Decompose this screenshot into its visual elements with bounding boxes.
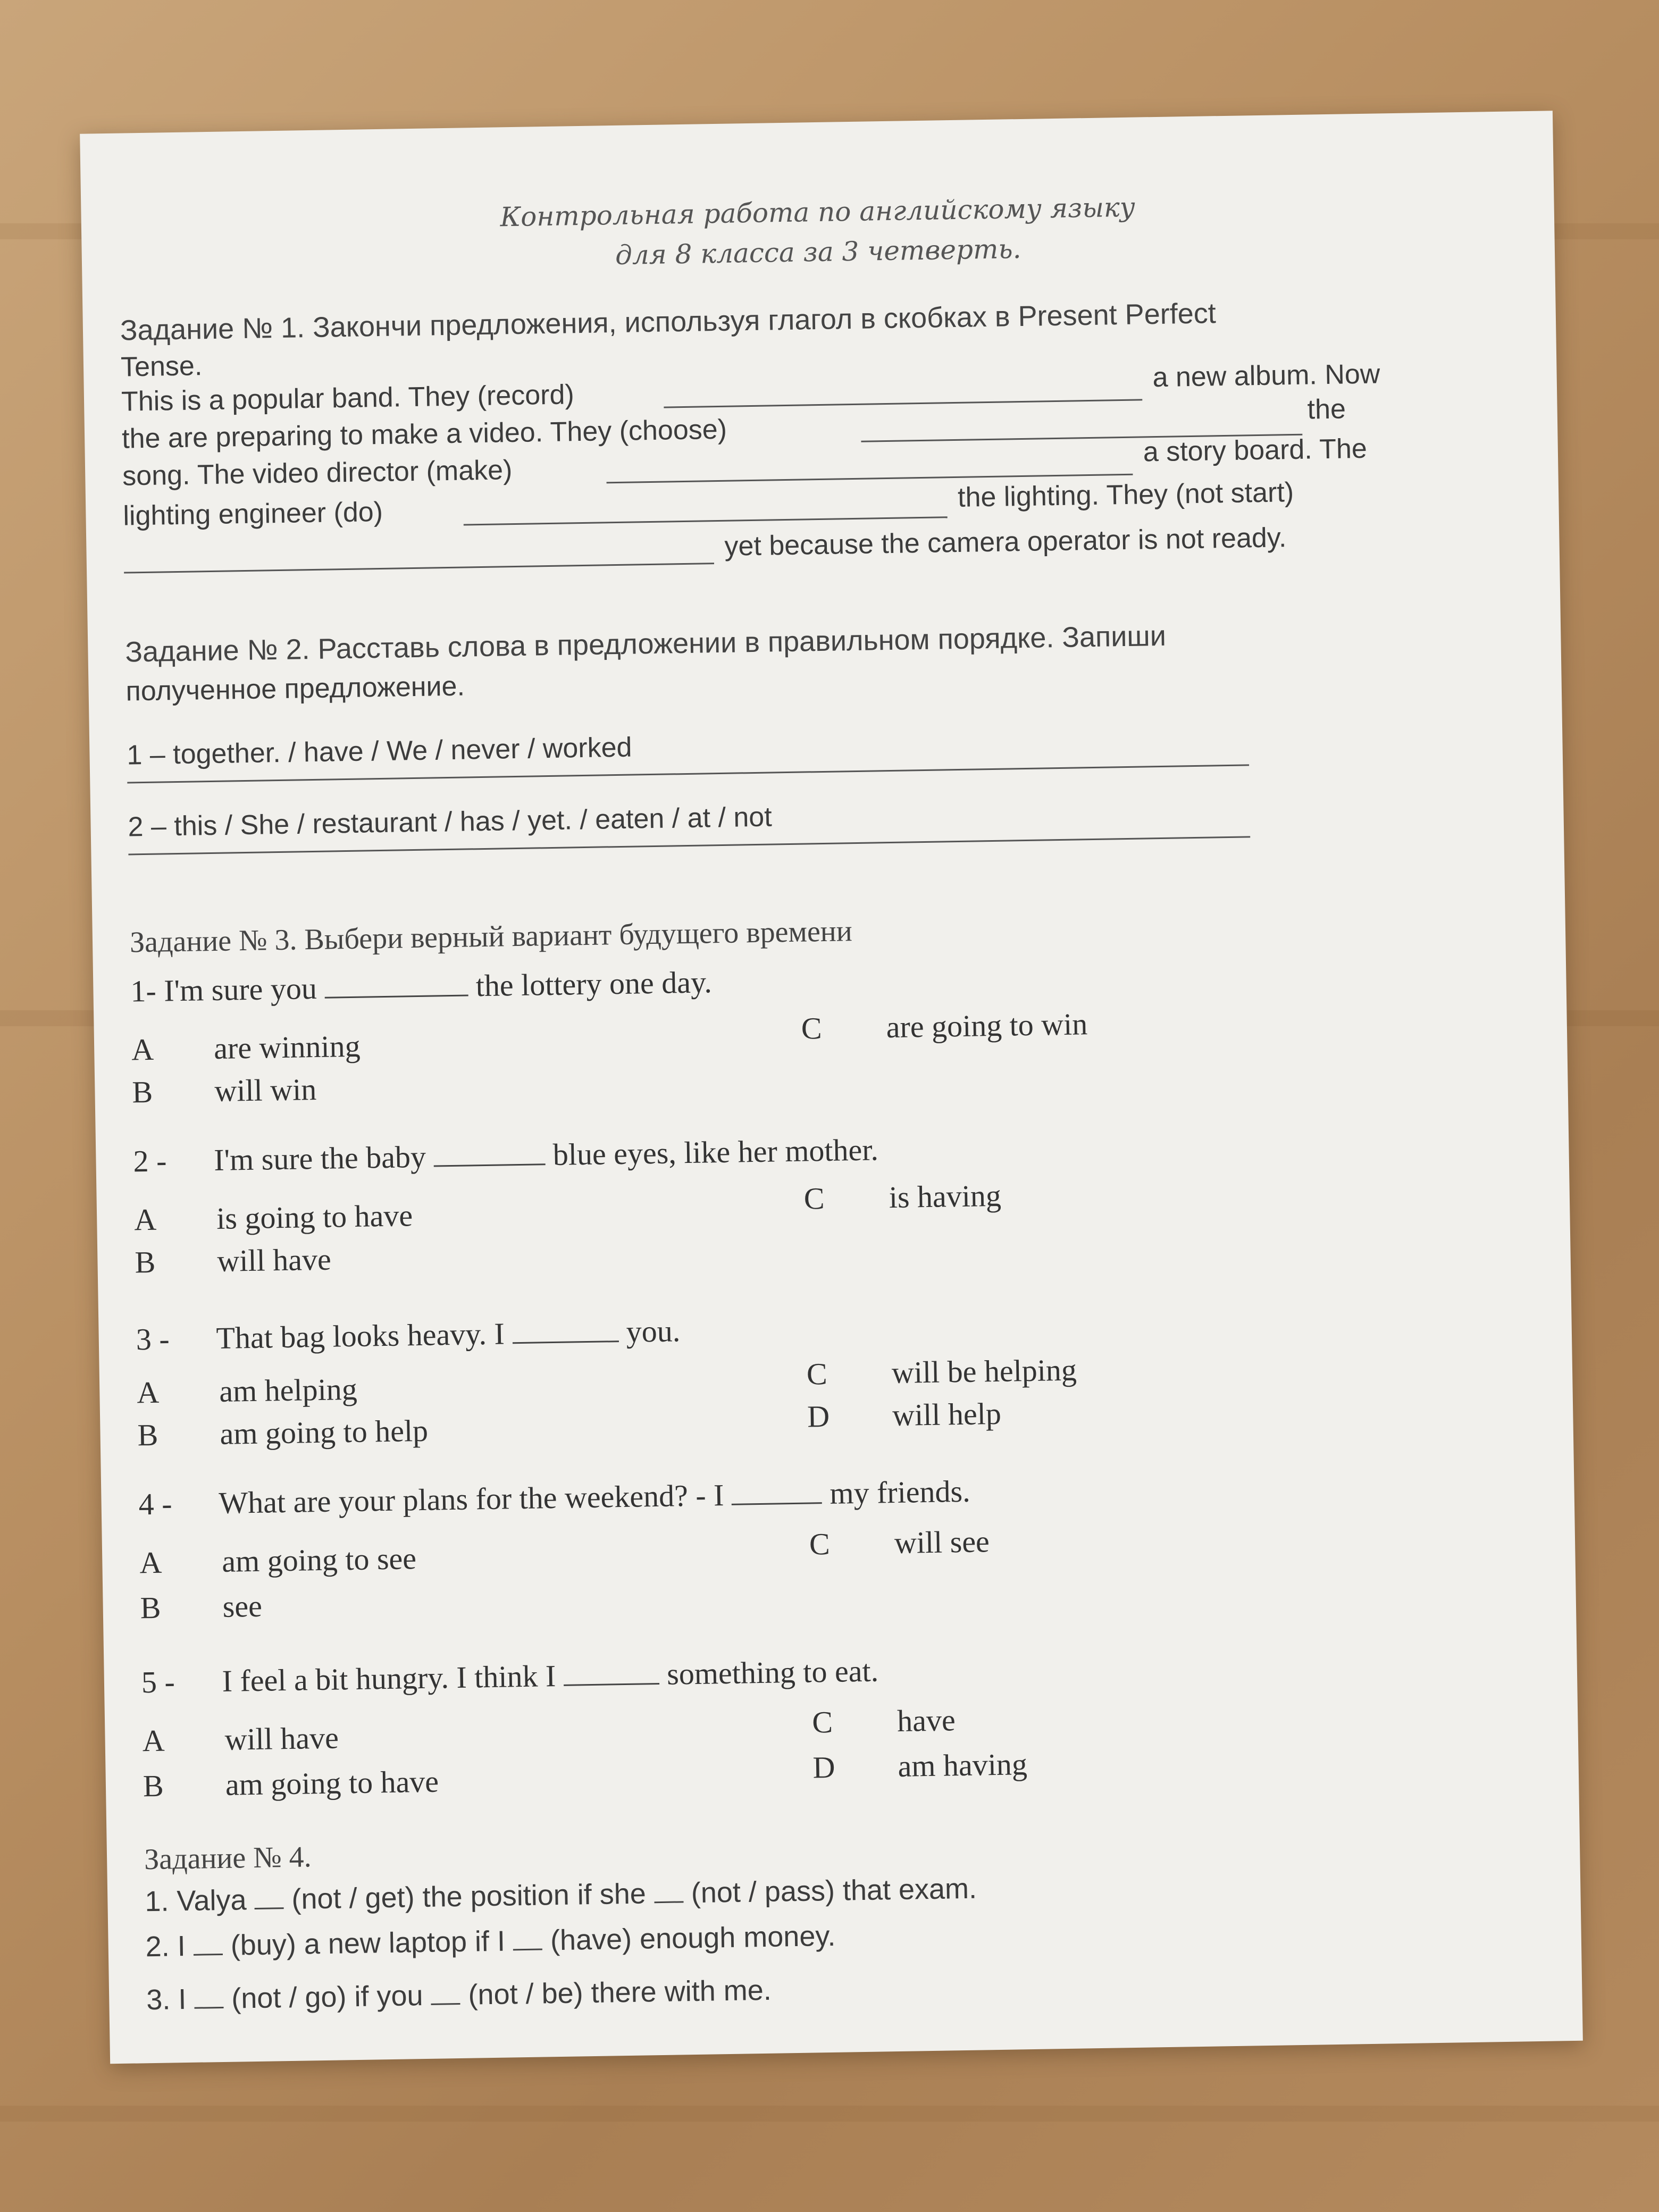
question-text: That bag looks heavy. I [216, 1316, 505, 1356]
question-text: I'm sure the baby [213, 1139, 426, 1178]
option-b[interactable]: will have [216, 1242, 332, 1278]
sentence-text: (not / go) if you [231, 1980, 423, 2015]
answer-blank[interactable] [324, 973, 468, 998]
task4-sentence-3 [146, 1974, 772, 2016]
option-a[interactable]: am going to see [221, 1541, 417, 1579]
option-letter-a: A [131, 1032, 154, 1067]
question-5 [141, 1653, 878, 1700]
task1-text-line2-end: a story board. The [1143, 433, 1368, 468]
option-c[interactable]: will be helping [891, 1352, 1077, 1390]
option-letter-b: B [131, 1074, 153, 1110]
option-d[interactable]: will help [892, 1396, 1002, 1433]
question-number: 1- [130, 973, 157, 1009]
question-text: I feel a bit hungry. I think I [222, 1658, 556, 1698]
sentence-text: (not / get) the position if she [291, 1878, 647, 1915]
option-a[interactable]: am helping [219, 1371, 358, 1409]
sentence-text: 2. I [145, 1930, 186, 1963]
question-text-end: the lottery one day. [475, 965, 713, 1003]
option-letter-c: C [809, 1526, 831, 1562]
task1-text-line1-end: a new album. Now [1152, 358, 1380, 393]
task1-text-line4: lighting engineer (do) [123, 496, 383, 532]
option-c[interactable]: will see [894, 1524, 990, 1561]
answer-blank[interactable] [194, 1985, 224, 2009]
option-letter-c: C [803, 1181, 825, 1216]
option-letter-d: D [812, 1749, 835, 1785]
option-letter-a: A [133, 1202, 157, 1237]
question-text: I'm sure you [163, 970, 317, 1008]
answer-blank[interactable] [464, 516, 948, 525]
sentence-text: 1. Valya [144, 1884, 247, 1918]
option-c[interactable]: have [896, 1703, 956, 1738]
option-letter-a: A [139, 1545, 162, 1580]
question-4 [138, 1473, 970, 1522]
question-2 [133, 1132, 878, 1179]
option-letter-a: A [142, 1723, 165, 1758]
option-b[interactable]: see [222, 1588, 263, 1624]
option-d[interactable]: am having [898, 1747, 1028, 1783]
answer-blank[interactable] [124, 563, 714, 573]
answer-blank[interactable] [512, 1319, 619, 1344]
task2-item-2: 2 – this / She / restaurant / has / yet. / eaten / at / not [128, 801, 773, 843]
question-number: 3 - [136, 1321, 170, 1357]
answer-blank[interactable] [254, 1886, 284, 1909]
task4-sentence-2 [145, 1920, 836, 1963]
task1-text-line3: song. The video director (make) [122, 455, 513, 492]
answer-blank[interactable] [433, 1142, 546, 1167]
task1-text-the: the [1307, 393, 1346, 425]
task1-heading: Задание № 1. Закончи предложения, используя глагол в скобках в Present Perfect [120, 297, 1217, 347]
task2-heading: Задание № 2. Расставь слова в предложении в правильном порядке. Запиши [125, 619, 1167, 668]
task3-heading: Задание № 3. Выбери верный вариант будущего времени [129, 915, 853, 959]
sentence-text: (buy) a new laptop if I [230, 1925, 506, 1962]
question-number: 2 - [133, 1143, 167, 1179]
task2-item-1: 1 – together. / have / We / never / worked [127, 732, 632, 771]
question-1 [130, 964, 712, 1009]
answer-blank[interactable] [563, 1662, 659, 1686]
option-letter-a: A [136, 1375, 160, 1410]
question-text-end: something to eat. [666, 1653, 879, 1691]
task1-text-line3-end: the lighting. They (not start) [957, 476, 1294, 513]
answer-blank[interactable] [431, 1982, 460, 2005]
question-number: 4 - [138, 1486, 172, 1522]
answer-blank[interactable] [513, 1928, 543, 1951]
task1-text-line2: the are preparing to make a video. They (choose) [121, 414, 727, 455]
worksheet-subtitle: для 8 класса за 3 четверть. [615, 233, 1021, 271]
answer-blank[interactable] [732, 1481, 823, 1505]
sentence-text: (have) enough money. [550, 1920, 836, 1957]
question-text-end: blue eyes, like her mother. [552, 1132, 879, 1172]
option-c[interactable]: are going to win [886, 1007, 1088, 1045]
option-letter-c: C [801, 1011, 822, 1046]
option-letter-b: B [137, 1417, 158, 1453]
tabletop-grain [0, 2106, 1659, 2122]
answer-blank[interactable] [193, 1932, 223, 1956]
option-b[interactable]: am going to have [225, 1764, 439, 1802]
question-3 [136, 1313, 680, 1357]
question-text-end: my friends. [829, 1473, 971, 1511]
task1-text-line1: This is a popular band. They (record) [121, 379, 575, 417]
option-a[interactable]: is going to have [216, 1198, 413, 1236]
task1-heading-cont: Tense. [120, 350, 203, 383]
worksheet-title: Контрольная работа по английскому языку [500, 191, 1136, 233]
option-a[interactable]: will have [224, 1720, 339, 1757]
question-text-end: you. [626, 1313, 681, 1349]
option-letter-c: C [806, 1356, 828, 1392]
option-letter-d: D [807, 1398, 830, 1434]
sentence-text: (not / pass) that exam. [691, 1872, 977, 1909]
task2-heading-cont: полученное предложение. [125, 671, 465, 707]
option-b[interactable]: will win [214, 1071, 317, 1108]
task4-sentence-1 [145, 1872, 977, 1918]
option-b[interactable]: am going to help [220, 1413, 429, 1451]
question-number: 5 - [141, 1664, 175, 1700]
question-text: What are your plans for the weekend? - I [218, 1478, 724, 1520]
task4-heading: Задание № 4. [144, 1840, 312, 1876]
sentence-text: (not / be) there with me. [468, 1974, 772, 2011]
option-a[interactable]: are winning [213, 1028, 361, 1066]
option-letter-b: B [135, 1244, 156, 1280]
option-letter-b: B [140, 1590, 161, 1626]
worksheet-paper [80, 111, 1583, 2064]
option-letter-c: C [811, 1704, 833, 1740]
option-c[interactable]: is having [889, 1178, 1002, 1215]
sentence-text: 3. I [146, 1983, 187, 2016]
answer-blank[interactable] [664, 399, 1142, 408]
answer-blank[interactable] [653, 1880, 683, 1903]
task1-text-line5: yet because the camera operator is not ready. [724, 522, 1287, 562]
option-letter-b: B [143, 1768, 164, 1804]
